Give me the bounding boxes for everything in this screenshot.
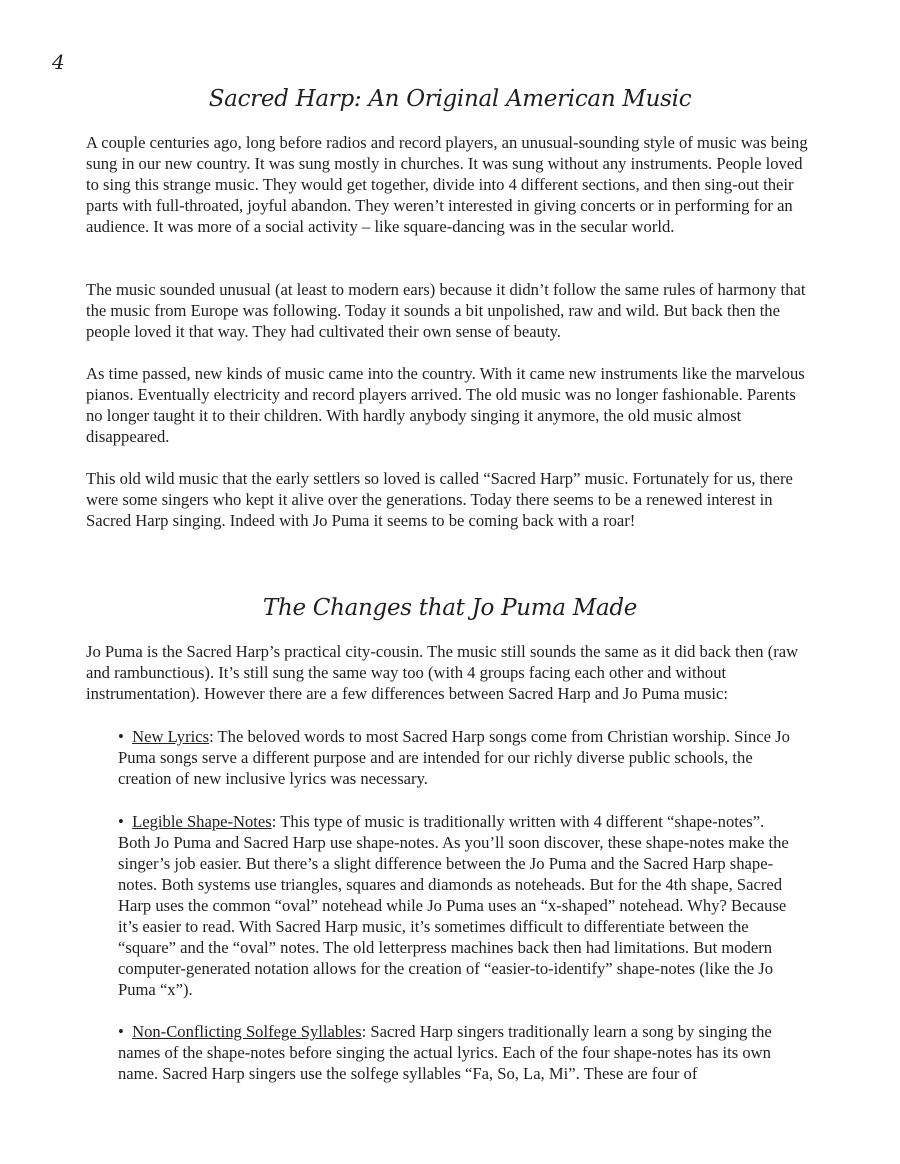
bullet-text: : Sacred Harp singers traditionally learn a song by singing the names of the shape-notes before singing the actual lyrics. Each of the four shape-notes has its own name. Sacred Harp singers use the solfege syllables “Fa, So, La, Mi”. These are four of [118, 1022, 772, 1083]
bullet-item-solfege-syllables [118, 1021, 798, 1084]
bullet-term: New Lyrics [132, 727, 210, 746]
bullet-text: : This type of music is traditionally written with 4 different “shape-notes”. Both Jo Puma and Sacred Harp use shape-notes. As you’ll soon discover, these shape-notes make the singer’s job easier. But there’s a slight difference between the Jo Puma and the Sacred Harp shape-notes. Both systems use triangles, squares and diamonds as noteheads. But for the 4th shape, Sacred Harp uses the common “oval” notehead while Jo Puma uses an “x-shaped” notehead. Why? Because it’s easier to read. With Sacred Harp music, it’s sometimes difficult to differentiate between the “square” and the “oval” notes. The old letterpress machines back then had limitations. But modern computer-generated notation allows for the creation of “easier-to-identify” shape-notes (like the Jo Puma “x”). [118, 812, 789, 999]
bullet-item-legible-shape-notes [118, 811, 798, 1000]
section-title-sacred-harp: Sacred Harp: An Original American Music [208, 86, 692, 112]
section-title-changes: The Changes that Jo Puma Made [262, 595, 638, 621]
bullet-marker: • [118, 812, 124, 831]
paragraph: This old wild music that the early settlers so loved is called “Sacred Harp” music. Fortunately for us, there were some singers who kept it alive over the generations. Today there seems to be a renewed interest in Sacred Harp singing. Indeed with Jo Puma it seems to be coming back with a roar! [86, 469, 793, 530]
bullet-term: Legible Shape-Notes [132, 812, 272, 831]
paragraph: A couple centuries ago, long before radios and record players, an unusual-sounding style of music was being sung in our new country. It was sung mostly in churches. It was sung without any instruments. People loved to sing this strange music. They would get together, divide into 4 different sections, and then sing-out their parts with full-throated, joyful abandon. They weren’t interested in giving concerts or in performing for an audience. It was more of a social activity – like square-dancing was in the secular world. [86, 133, 808, 236]
bullet-marker: • [118, 1022, 124, 1041]
bullet-item-new-lyrics [118, 726, 798, 789]
intro-paragraph: Jo Puma is the Sacred Harp’s practical city-cousin. The music still sounds the same as it did back then (raw and rambunctious). It’s still sung the same way too (with 4 groups facing each other and without instrumentation). However there are a few differences between Sacred Harp and Jo Puma music: [86, 642, 799, 703]
page-number: 4 [52, 50, 65, 74]
bullet-marker: • [118, 727, 124, 746]
bullet-text: : The beloved words to most Sacred Harp songs come from Christian worship. Since Jo Puma songs serve a different purpose and are intended for our richly diverse public schools, the creation of new inclusive lyrics was necessary. [118, 727, 790, 788]
paragraph: As time passed, new kinds of music came into the country. With it came new instruments like the marvelous pianos. Eventually electricity and record players arrived. The old music was no longer fashionable. Parents no longer taught it to their children. With hardly anybody singing it anymore, the old music almost disappeared. [86, 364, 805, 446]
paragraph: The music sounded unusual (at least to modern ears) because it didn’t follow the same rules of harmony that the music from Europe was following. Today it sounds a bit unpolished, raw and wild. But back then the people loved it that way. They had cultivated their own sense of beauty. [86, 280, 806, 341]
bullet-term: Non-Conflicting Solfege Syllables [132, 1022, 362, 1041]
